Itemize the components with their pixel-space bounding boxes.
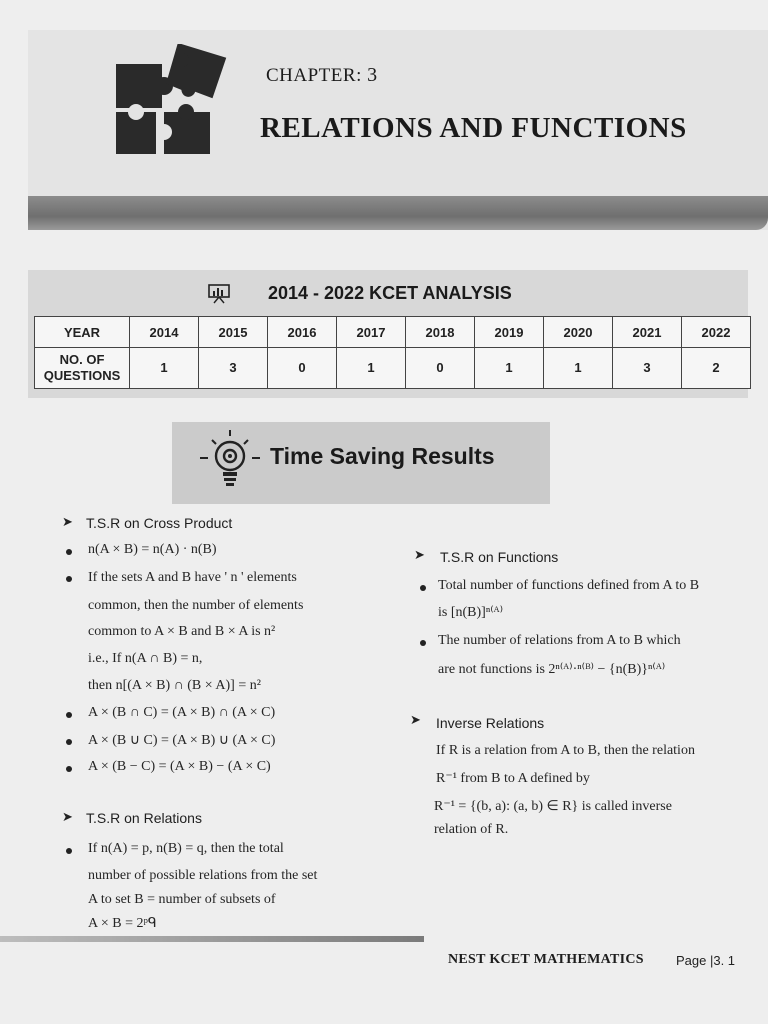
count-cell: 1 xyxy=(544,348,613,389)
cross-rule-5: A × (B − C) = (A × B) − (A × C) xyxy=(88,759,271,774)
relations-heading: T.S.R on Relations xyxy=(86,810,202,826)
cross-rule-2-line3: common to A × B and B × A is n² xyxy=(88,624,276,639)
count-cell: 0 xyxy=(268,348,337,389)
relations-rule-line1: If n(A) = p, n(B) = q, then the total xyxy=(88,841,284,856)
puzzle-icon xyxy=(112,44,236,156)
year-cell: 2022 xyxy=(682,317,751,348)
inverse-line3: R⁻¹ = {(b, a): (a, b) ∈ R} is called inverse xyxy=(434,799,672,814)
bullet-icon xyxy=(66,549,72,555)
relations-rule-line4: A × B = 2ᵖᑫ xyxy=(88,916,157,931)
bullet-icon xyxy=(66,576,72,582)
bullet-icon xyxy=(66,848,72,854)
functions-rule-1-line2: is [n(B)]ⁿ⁽ᴬ⁾ xyxy=(438,605,504,620)
functions-rule-1-line1: Total number of functions defined from A to B xyxy=(438,578,700,593)
cross-rule-2-line1: If the sets A and B have ' n ' elements xyxy=(88,570,297,585)
arrow-bullet-icon: ➤ xyxy=(62,515,73,530)
cross-rule-2-line5: then n[(A × B) ∩ (B × A)] = n² xyxy=(88,678,261,693)
footer-divider xyxy=(0,936,424,942)
chapter-label-text: CHAPTER: xyxy=(266,65,362,86)
year-cell: 2019 xyxy=(475,317,544,348)
year-cell: 2018 xyxy=(406,317,475,348)
footer-book-title: NEST KCET MATHEMATICS xyxy=(448,952,644,967)
header-divider-bar xyxy=(28,196,768,230)
bullet-icon xyxy=(420,585,426,591)
chapter-number: 3 xyxy=(367,64,378,86)
inverse-relations-heading: Inverse Relations xyxy=(436,715,545,731)
arrow-bullet-icon: ➤ xyxy=(414,548,425,563)
year-cell: 2014 xyxy=(130,317,199,348)
cross-rule-2-line4: i.e., If n(A ∩ B) = n, xyxy=(88,651,203,666)
count-cell: 1 xyxy=(475,348,544,389)
inverse-line2: R⁻¹ from B to A defined by xyxy=(436,771,590,786)
time-saving-title: Time Saving Results xyxy=(270,443,495,469)
arrow-bullet-icon: ➤ xyxy=(62,810,73,825)
year-header: YEAR xyxy=(35,317,130,348)
year-cell: 2021 xyxy=(613,317,682,348)
year-cell: 2020 xyxy=(544,317,613,348)
questions-header: NO. OF QUESTIONS xyxy=(35,348,130,389)
presentation-chart-icon xyxy=(208,284,230,304)
cross-rule-4: A × (B ∪ C) = (A × B) ∪ (A × C) xyxy=(88,733,276,748)
arrow-bullet-icon: ➤ xyxy=(410,713,421,728)
count-cell: 3 xyxy=(613,348,682,389)
lightbulb-gear-icon xyxy=(198,430,262,488)
footer-page-number: Page |3. 1 xyxy=(676,953,736,968)
relations-rule-line3: A to set B = number of subsets of xyxy=(88,892,276,907)
count-cell: 2 xyxy=(682,348,751,389)
cross-rule-1: n(A × B) = n(A) · n(B) xyxy=(88,542,217,557)
year-cell: 2017 xyxy=(337,317,406,348)
functions-rule-2-line2: are not functions is 2ⁿ⁽ᴬ⁾·ⁿ⁽ᴮ⁾ − {n(B)}ⁿ⁽ᴬ⁾ xyxy=(438,662,666,677)
bullet-icon xyxy=(66,766,72,772)
year-cell: 2015 xyxy=(199,317,268,348)
bullet-icon xyxy=(66,712,72,718)
table-row xyxy=(35,348,751,389)
inverse-line1: If R is a relation from A to B, then the relation xyxy=(436,743,695,758)
chapter-label xyxy=(266,64,378,87)
count-cell: 0 xyxy=(406,348,475,389)
kcet-analysis-table xyxy=(34,316,751,389)
count-cell: 3 xyxy=(199,348,268,389)
bullet-icon xyxy=(66,739,72,745)
chapter-title: RELATIONS AND FUNCTIONS xyxy=(260,112,687,144)
functions-heading: T.S.R on Functions xyxy=(440,549,559,565)
year-cell: 2016 xyxy=(268,317,337,348)
table-row xyxy=(35,317,751,348)
relations-rule-line2: number of possible relations from the set xyxy=(88,868,318,883)
count-cell: 1 xyxy=(130,348,199,389)
inverse-line4: relation of R. xyxy=(434,822,509,837)
count-cell: 1 xyxy=(337,348,406,389)
cross-product-heading: T.S.R on Cross Product xyxy=(86,515,233,531)
analysis-title: 2014 - 2022 KCET ANALYSIS xyxy=(268,283,512,303)
bullet-icon xyxy=(420,640,426,646)
cross-rule-3: A × (B ∩ C) = (A × B) ∩ (A × C) xyxy=(88,705,276,720)
functions-rule-2-line1: The number of relations from A to B which xyxy=(438,633,681,648)
cross-rule-2-line2: common, then the number of elements xyxy=(88,598,304,613)
